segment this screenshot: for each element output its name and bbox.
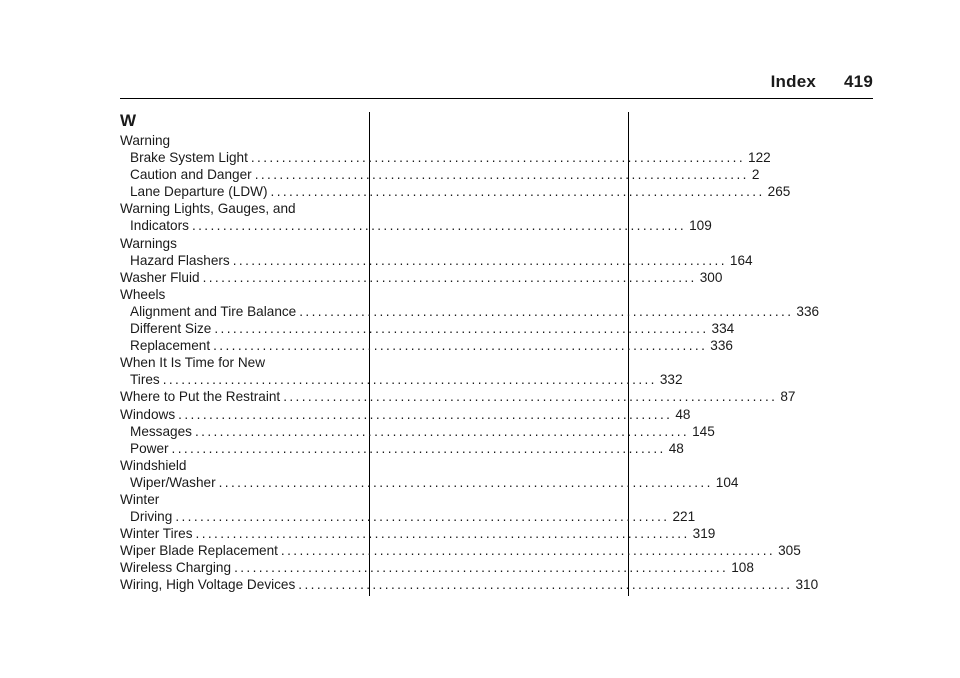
page-number: 419 bbox=[844, 72, 873, 91]
index-entry-label: Brake System Light bbox=[130, 150, 248, 166]
dot-leader: ................................................................................ bbox=[162, 372, 657, 388]
index-entry-label: Lane Departure (LDW) bbox=[130, 184, 268, 200]
section-letter: W bbox=[120, 111, 137, 130]
index-entry bbox=[120, 149, 771, 166]
index-entry: Windshield bbox=[120, 457, 187, 473]
index-entry bbox=[120, 252, 753, 269]
index-entry-label: Alignment and Tire Balance bbox=[130, 303, 297, 319]
index-entry-label: Where to Put the Restraint bbox=[120, 389, 281, 405]
index-entry bbox=[120, 406, 691, 423]
dot-leader: ................................................................................ bbox=[234, 560, 729, 576]
index-entry-label: Hazard Flashers bbox=[130, 252, 230, 268]
index-entry-page: 332 bbox=[659, 372, 683, 388]
index-entry-label: Messages bbox=[130, 423, 192, 439]
dot-leader: ................................................................................ bbox=[213, 338, 708, 354]
index-entry: Warning Lights, Gauges, and bbox=[120, 201, 296, 217]
dot-leader: ................................................................................ bbox=[298, 577, 793, 593]
dot-leader: ................................................................................ bbox=[178, 406, 673, 422]
dot-leader: ................................................................................ bbox=[191, 218, 687, 234]
index-entry: Wheels bbox=[120, 286, 166, 302]
dot-leader: ................................................................................ bbox=[218, 474, 713, 490]
index-entry bbox=[120, 508, 696, 525]
index-entry-page: 122 bbox=[748, 150, 771, 166]
index-entry-label: Wiper Blade Replacement bbox=[120, 543, 278, 559]
index-entry-label: Tires bbox=[130, 372, 160, 388]
index-entry bbox=[120, 525, 716, 542]
index-entry-page: 334 bbox=[711, 321, 735, 337]
dot-leader: ................................................................................ bbox=[214, 321, 709, 337]
index-entry-page: 265 bbox=[767, 184, 791, 200]
index-entries bbox=[120, 132, 820, 594]
index-entry bbox=[120, 320, 735, 337]
page-title: Index bbox=[770, 72, 817, 91]
index-entry bbox=[120, 183, 791, 200]
header-rule bbox=[120, 98, 873, 99]
index-entry bbox=[120, 388, 796, 405]
dot-leader: ................................................................................ bbox=[280, 543, 776, 559]
index-entry bbox=[120, 337, 733, 354]
index-entry-page: 221 bbox=[672, 509, 696, 525]
page-header bbox=[771, 72, 873, 92]
dot-leader: ................................................................................ bbox=[175, 509, 670, 525]
index-entry bbox=[120, 474, 739, 491]
index-entry-page: 109 bbox=[689, 218, 712, 234]
dot-leader: ................................................................................ bbox=[270, 184, 765, 200]
index-entry-page: 300 bbox=[699, 269, 723, 285]
index-entry-page: 164 bbox=[729, 252, 753, 268]
index-entry: Warning bbox=[120, 133, 171, 148]
index-entry bbox=[120, 423, 715, 440]
dot-leader: ................................................................................ bbox=[171, 440, 666, 456]
index-entry-label: Power bbox=[130, 440, 169, 456]
index-entry bbox=[120, 303, 820, 320]
index-entry-label: Indicators bbox=[130, 218, 189, 234]
dot-leader: ................................................................................ bbox=[232, 252, 727, 268]
index-entry-label: Wireless Charging bbox=[120, 560, 232, 576]
index-entry: When It Is Time for New bbox=[120, 355, 266, 371]
index-entry-label: Windows bbox=[120, 406, 176, 422]
dot-leader: ................................................................................ bbox=[194, 423, 690, 439]
index-entry: Warnings bbox=[120, 235, 177, 251]
index-entry-page: 2 bbox=[751, 167, 760, 183]
index-entry-label: Wiper/Washer bbox=[130, 474, 216, 490]
index-entry-page: 87 bbox=[780, 389, 796, 405]
index-entry bbox=[120, 559, 754, 576]
index-entry: Winter bbox=[120, 491, 160, 507]
index-entry-page: 336 bbox=[710, 338, 733, 354]
index-entry-page: 305 bbox=[778, 543, 801, 559]
index-entry bbox=[120, 166, 760, 183]
index-column bbox=[120, 110, 820, 594]
index-entry bbox=[120, 542, 801, 559]
index-entry-label: Washer Fluid bbox=[120, 269, 200, 285]
index-entry-label: Wiring, High Voltage Devices bbox=[120, 577, 296, 593]
index-entry bbox=[120, 217, 712, 234]
dot-leader: ................................................................................ bbox=[283, 389, 778, 405]
index-entry-label: Driving bbox=[130, 509, 173, 525]
index-entry-label: Winter Tires bbox=[120, 526, 193, 542]
index-entry-page: 319 bbox=[692, 526, 716, 542]
index-entry-page: 104 bbox=[715, 474, 739, 490]
index-entry-page: 145 bbox=[692, 423, 715, 439]
index-entry bbox=[120, 440, 684, 457]
index-entry-page: 310 bbox=[795, 577, 819, 593]
index-entry bbox=[120, 371, 683, 388]
index-entry-label: Caution and Danger bbox=[130, 167, 252, 183]
dot-leader: ................................................................................ bbox=[254, 167, 749, 183]
index-entry bbox=[120, 576, 819, 593]
index-entry bbox=[120, 269, 723, 286]
dot-leader: ................................................................................ bbox=[299, 303, 794, 319]
dot-leader: ................................................................................ bbox=[195, 526, 690, 542]
index-entry-label: Replacement bbox=[130, 338, 211, 354]
dot-leader: ................................................................................ bbox=[202, 269, 697, 285]
index-entry-label: Different Size bbox=[130, 321, 212, 337]
dot-leader: ................................................................................ bbox=[250, 150, 746, 166]
index-entry-page: 48 bbox=[675, 406, 691, 422]
index-entry-page: 108 bbox=[731, 560, 754, 576]
index-entry-page: 48 bbox=[668, 440, 684, 456]
index-entry-page: 336 bbox=[796, 303, 820, 319]
